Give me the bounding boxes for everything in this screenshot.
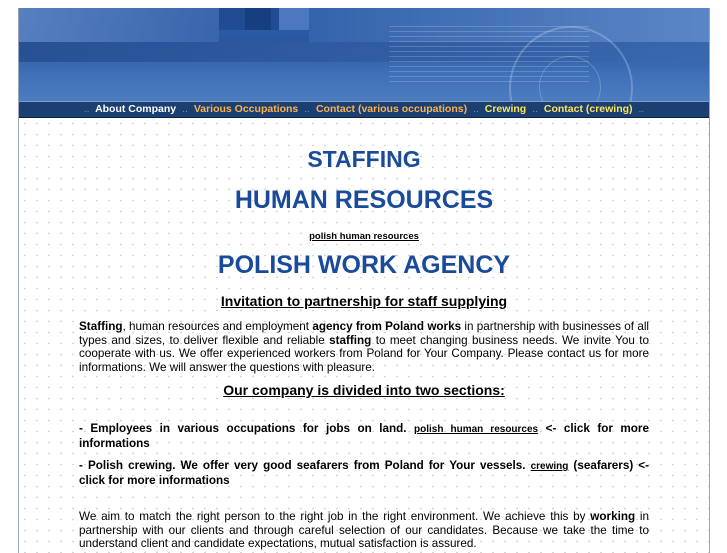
header-banner [19,8,709,101]
page-container [18,8,710,553]
heading-staffing: STAFFING [307,146,421,172]
nav-contact-crewing[interactable]: Contact (crewing) [543,103,633,115]
nav-crewing[interactable]: Crewing [484,103,527,115]
nav-contact-various-occupations[interactable]: Contact (various occupations) [315,103,468,115]
invitation-heading: Invitation to partnership for staff supplying [220,293,508,309]
top-navigation: .. About Company .. Various Occupations .. Contact (various occupations) .. Crewing .. Contact (crewing) .. [19,101,709,118]
polish-human-resources-link-2[interactable]: polish human resources [414,424,539,435]
nav-various-occupations[interactable]: Various Occupations [193,103,299,115]
crewing-link[interactable]: crewing [530,461,569,472]
polish-human-resources-link[interactable]: polish human resources [309,231,419,242]
heading-polish-work-agency: POLISH WORK AGENCY [217,251,511,279]
heading-human-resources: HUMAN RESOURCES [234,186,494,214]
section-land-jobs: - Employees in various occupations for jobs on land. polish human resources <- click for more informations [79,422,649,450]
closing-paragraph: We aim to match the right person to the right job in the right environment. We achieve this by working in partnership with our clients and through careful selection of our candidates. Because we take the time to understand client and candidate expectations, mutual satisfaction is assured. [79,510,649,551]
sections-heading: Our company is divided into two sections: [223,382,505,398]
intro-paragraph: Staffing, human resources and employment agency from Poland works in partnership with businesses of all types and sizes, to deliver flexible and reliable staffing to meet changing business needs. We invite You to cooperate with us. We offer experienced workers from Poland for Your Company. Please contact us for more informations. We will answer the questions with pleasure. [79,320,650,374]
nav-about-company[interactable]: About Company [95,103,177,115]
section-crewing: - Polish crewing. We offer very good seafarers from Poland for Your vessels. crewing (seafarers) <- click for more informations [79,459,649,487]
